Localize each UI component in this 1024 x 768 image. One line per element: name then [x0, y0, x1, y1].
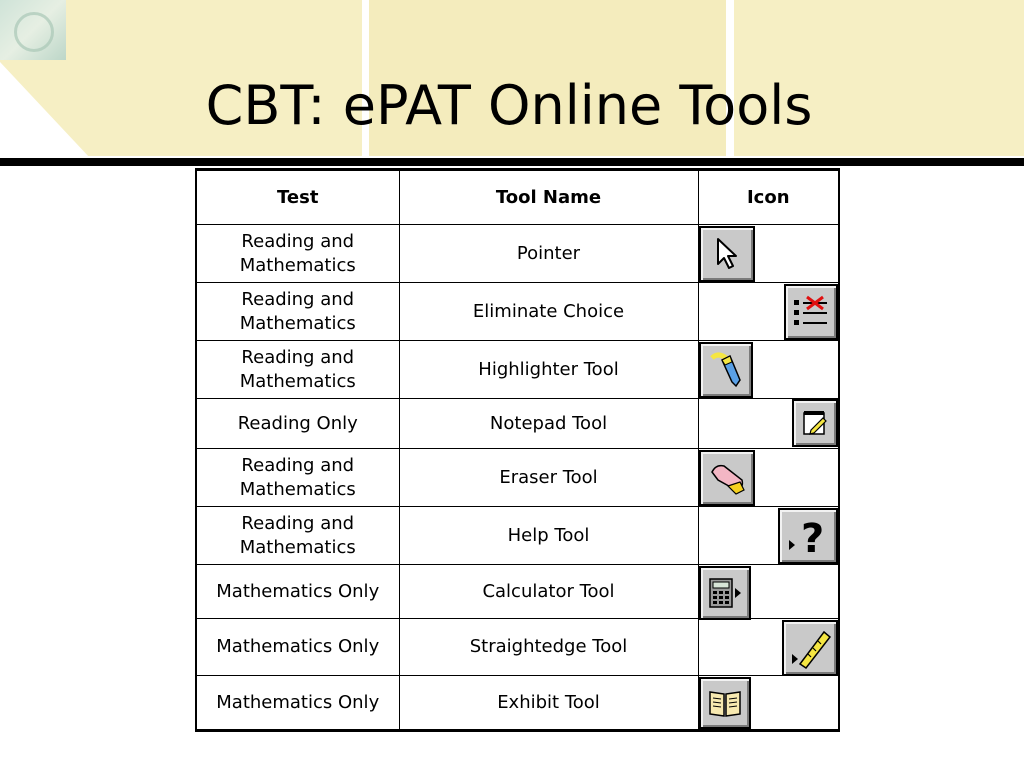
highlighter-icon[interactable] [699, 342, 753, 398]
icon-cell [698, 399, 839, 449]
tool-name-cell: Straightedge Tool [399, 619, 698, 676]
test-cell: Reading Only [196, 399, 399, 449]
calculator-icon[interactable] [699, 566, 751, 620]
eraser-icon[interactable] [699, 450, 755, 506]
table-row [196, 565, 839, 619]
table-row [196, 399, 839, 449]
test-cell: Reading and Mathematics [196, 449, 399, 507]
header-test: Test [196, 170, 399, 225]
tool-name-cell: Exhibit Tool [399, 676, 698, 731]
title-rule [0, 158, 1024, 166]
icon-cell [698, 341, 839, 399]
tool-name-cell: Notepad Tool [399, 399, 698, 449]
test-cell: Mathematics Only [196, 619, 399, 676]
tool-name-cell: Eraser Tool [399, 449, 698, 507]
icon-cell [698, 565, 839, 619]
header-icon: Icon [698, 170, 839, 225]
test-cell: Reading and Mathematics [196, 225, 399, 283]
table-row [196, 507, 839, 565]
pointer-arrow-icon[interactable] [699, 226, 755, 282]
tool-name-cell: Highlighter Tool [399, 341, 698, 399]
icon-cell [698, 449, 839, 507]
tools-table [195, 168, 840, 732]
header-tool-name: Tool Name [399, 170, 698, 225]
table-row [196, 449, 839, 507]
test-cell: Mathematics Only [196, 565, 399, 619]
icon-cell [698, 676, 839, 731]
test-cell: Reading and Mathematics [196, 507, 399, 565]
icon-cell [698, 283, 839, 341]
icon-cell [698, 507, 839, 565]
corner-photo [0, 0, 66, 60]
tool-name-cell: Calculator Tool [399, 565, 698, 619]
slide-title: CBT: ePAT Online Tools [205, 74, 813, 137]
table-row [196, 283, 839, 341]
table-row [196, 619, 839, 676]
svg-text:?: ? [801, 516, 825, 558]
table-row [196, 225, 839, 283]
table-header-row [196, 170, 839, 225]
header-banner [0, 0, 1024, 158]
test-cell: Mathematics Only [196, 676, 399, 731]
notepad-icon[interactable] [792, 399, 838, 447]
test-cell: Reading and Mathematics [196, 341, 399, 399]
table-row [196, 676, 839, 731]
icon-cell [698, 619, 839, 676]
tool-name-cell: Help Tool [399, 507, 698, 565]
straightedge-ruler-icon[interactable] [782, 620, 838, 676]
table-row [196, 341, 839, 399]
help-question-icon[interactable] [778, 508, 838, 564]
exhibit-book-icon[interactable] [699, 677, 751, 729]
tool-name-cell: Pointer [399, 225, 698, 283]
icon-cell [698, 225, 839, 283]
tool-name-cell: Eliminate Choice [399, 283, 698, 341]
eliminate-choice-icon[interactable] [784, 284, 838, 340]
test-cell: Reading and Mathematics [196, 283, 399, 341]
